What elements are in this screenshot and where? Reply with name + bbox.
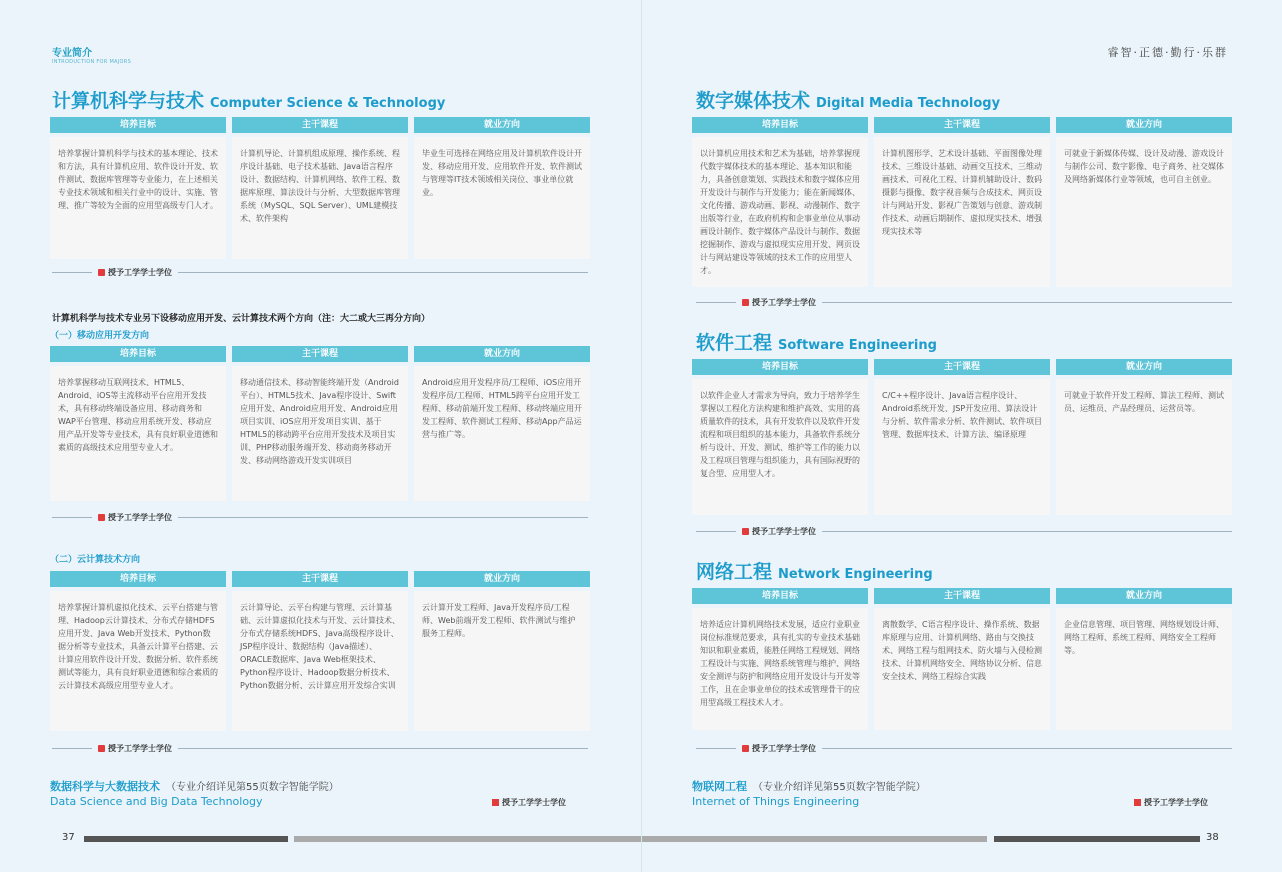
dmt-title-cn: 数字媒体技术	[696, 90, 811, 112]
ne-course-text: 离散数学、C语言程序设计、操作系统、数据库原理与应用、计算机网络、路由与交换技术、网络工程与组网技术、防火墙与入侵检测技术、计算机网络安全、网络协议分析、信息安全技术、网络工程综合实践	[874, 608, 1050, 730]
cloud-goal-head: 培养目标	[50, 571, 226, 587]
se-career-head: 就业方向	[1056, 359, 1232, 375]
se-goal-head: 培养目标	[692, 359, 868, 375]
cs-course-column	[232, 117, 408, 259]
cloud-goal-column	[50, 571, 226, 731]
mobile-career-column	[414, 346, 590, 501]
mobile-goal-text: 培养掌握移动互联网技术、HTML5、Android、iOS等主流移动平台应用开发技术，具有移动终端设备应用、移动商务和WAP平台管理、移动应用系统开发、移动应用产品开发等专业技术，具有良好职业道德和素质的高级技术应用型专业人才。	[50, 366, 226, 501]
ne-career-column	[1056, 588, 1232, 730]
dmt-title	[696, 86, 1000, 113]
ds-degree-badge: 授予工学学士学位	[492, 797, 566, 808]
ds-ref: （专业介绍详见第55页数字智能学院）	[166, 782, 339, 793]
se-course-column	[874, 359, 1050, 515]
cs-degree-badge: 授予工学学士学位	[92, 267, 178, 278]
degree-mark-icon	[492, 799, 499, 806]
ne-career-text: 企业信息管理、项目管理、网络规划设计师、网络工程师、系统工程师、网络安全工程师等。	[1056, 608, 1232, 730]
ds-title-en: Data Science and Big Data Technology	[50, 795, 263, 808]
se-goal-text: 以软件企业人才需求为导向，致力于培养学生掌握以工程化方法构建和维护高效、实用的高质量软件的技术，具有开发软件以及软件开发流程和项目组织的基本能力，具备软件系统分析与设计、开发、测试、维护等工作的能力以及工程项目管理与组织能力，具有国际视野的复合型、应用型人才。	[692, 379, 868, 515]
cs-title-en: Computer Science & Technology	[210, 96, 446, 111]
degree-mark-icon	[1134, 799, 1141, 806]
cloud-table	[50, 571, 590, 731]
cloud-degree-badge: 授予工学学士学位	[92, 743, 178, 754]
se-table	[692, 359, 1232, 515]
cloud-course-head: 主干课程	[232, 571, 408, 587]
ne-goal-text: 培养适应计算机网络技术发展，适应行业职业岗位标准规范要求，具有扎实的专业技术基础知识和职业素质，能胜任网络工程规划、网络工程设计与实施、网络系统管理与维护、网络安全测评与防护和网络应用开发设计与开发等工作，且在企事业单位的技术或管理骨干的应用型高级工程技术人才。	[692, 608, 868, 730]
cs-course-text: 计算机导论、计算机组成原理、操作系统、程序设计基础、电子技术基础、Java语言程序设计、数据结构、计算机网络、软件工程、数据库原理、算法设计与分析、大型数据库管理系统（MySQL、SQL Server）、UML建模技术、软件架构	[232, 137, 408, 259]
ds-title-cn: 数据科学与大数据技术	[50, 780, 160, 793]
iot-footer-title	[692, 778, 926, 794]
ne-career-head: 就业方向	[1056, 588, 1232, 604]
se-career-column	[1056, 359, 1232, 515]
se-goal-column	[692, 359, 868, 515]
se-degree-divider	[696, 525, 1232, 537]
se-course-head: 主干课程	[874, 359, 1050, 375]
degree-mark-icon	[98, 514, 105, 521]
cloud-career-text: 云计算开发工程师、Java开发程序员/工程师、Web前端开发工程师、软件测试与维护服务工程师。	[414, 591, 590, 731]
iot-degree-badge: 授予工学学士学位	[1134, 797, 1208, 808]
page-bar-light-left	[294, 836, 641, 842]
cs-goal-head: 培养目标	[50, 117, 226, 133]
ne-course-column	[874, 588, 1050, 730]
ne-degree-badge: 授予工学学士学位	[736, 743, 822, 754]
mobile-goal-head: 培养目标	[50, 346, 226, 362]
ne-table	[692, 588, 1232, 730]
cs-goal-text: 培养掌握计算机科学与技术的基本理论、技术和方法，具有计算机应用、软件设计开发、软件测试、数据库管理等专业能力，在上述相关专业技术领域和相关行业中的设计、实施、管理、推广等较为全面的应用型高级专门人才。	[50, 137, 226, 259]
degree-mark-icon	[742, 745, 749, 752]
iot-ref: （专业介绍详见第55页数字智能学院）	[753, 782, 926, 793]
dmt-table	[692, 117, 1232, 287]
dmt-course-text: 计算机图形学、艺术设计基础、平面图像处理技术、三维设计基础、动画交互技术、三维动画技术、可视化工程、计算机辅助设计、数码摄影与摄像、数字视音频与合成技术、网页设计与网站开发、影视广告策划与创意、游戏制作技术、动画后期制作、虚拟现实技术、增强现实技术等	[874, 137, 1050, 287]
dmt-title-en: Digital Media Technology	[816, 96, 1001, 111]
mobile-course-head: 主干课程	[232, 346, 408, 362]
cloud-course-text: 云计算导论、云平台构建与管理、云计算基础、云计算虚拟化技术与开发、云计算技术、分布式存储系统HDFS、Java高级程序设计、JSP程序设计、数据结构（Java描述）、ORACLE数据库、Java Web框架技术、Python程序设计、Hadoop数据分析技术、Python数据分析、云计算应用开发综合实训	[232, 591, 408, 731]
iot-title-en: Internet of Things Engineering	[692, 795, 860, 808]
direction-note: 计算机科学与技术专业另下设移动应用开发、云计算技术两个方向（注：大二或大三再分方向）	[52, 314, 431, 324]
page-number-left: 37	[62, 832, 75, 843]
ds-footer-title	[50, 778, 339, 794]
dmt-career-column	[1056, 117, 1232, 287]
cloud-career-column	[414, 571, 590, 731]
right-page	[641, 0, 1282, 872]
mobile-course-column	[232, 346, 408, 501]
ne-degree-divider	[696, 742, 1232, 754]
header-logo	[52, 44, 131, 65]
page-bar-dark-right	[994, 836, 1200, 842]
ne-goal-column	[692, 588, 868, 730]
mobile-table	[50, 346, 590, 501]
cs-table	[50, 117, 590, 259]
iot-title-cn: 物联网工程	[692, 780, 747, 793]
dmt-course-head: 主干课程	[874, 117, 1050, 133]
se-title	[696, 328, 937, 355]
se-title-en: Software Engineering	[778, 338, 937, 353]
dmt-goal-column	[692, 117, 868, 287]
ne-course-head: 主干课程	[874, 588, 1050, 604]
header-logo-subtitle: INTRODUCTION FOR MAJORS	[52, 59, 132, 65]
mobile-degree-badge: 授予工学学士学位	[92, 512, 178, 523]
cloud-degree-divider	[52, 742, 588, 754]
cs-goal-column	[50, 117, 226, 259]
mobile-course-text: 移动通信技术、移动智能终端开发（Android平台）、HTML5技术、Java程序设计、Swift应用开发、Android应用开发、Android应用项目实训、iOS应用开发项目实训、基于HTML5的移动跨平台应用开发技术及项目实训、PHP移动服务端开发、移动商务移动开发、移动网络游戏开发实训项目	[232, 366, 408, 501]
ne-title-cn: 网络工程	[696, 561, 773, 583]
se-course-text: C/C++程序设计、Java语言程序设计、Android系统开发、JSP开发应用、算法设计与分析、软件需求分析、软件测试、软件项目管理、数据库技术、计算方法、编译原理	[874, 379, 1050, 515]
cloud-subhead: （二）云计算技术方向	[50, 555, 141, 565]
mobile-subhead: （一）移动应用开发方向	[50, 331, 150, 341]
page-bar-dark-left	[84, 836, 288, 842]
cs-career-head: 就业方向	[414, 117, 590, 133]
ne-goal-head: 培养目标	[692, 588, 868, 604]
cs-career-text: 毕业生可选择在网络应用及计算机软件设计开发、移动应用开发、应用软件开发、软件测试与管理等IT技术领域相关岗位、事业单位就业。	[414, 137, 590, 259]
dmt-degree-badge: 授予工学学士学位	[736, 297, 822, 308]
dmt-course-column	[874, 117, 1050, 287]
dmt-career-text: 可就业于新媒体传媒、设计及动漫、游戏设计与制作公司、数字影像、电子商务、社交媒体及网络新媒体行业等领域，也可自主创业。	[1056, 137, 1232, 287]
page-bar-light-right	[642, 836, 987, 842]
dmt-degree-divider	[696, 296, 1232, 308]
mobile-goal-column	[50, 346, 226, 501]
ne-title-en: Network Engineering	[778, 567, 933, 582]
degree-mark-icon	[742, 528, 749, 535]
mobile-career-head: 就业方向	[414, 346, 590, 362]
mobile-degree-divider	[52, 511, 588, 523]
dmt-goal-text: 以计算机应用技术和艺术为基础，培养掌握现代数字媒体技术的基本理论、基本知识和能力，具备创意策划、实践技术和数字媒体应用开发设计与制作与开发能力；能在新闻媒体、文化传播、游戏动画、影视、动漫制作、数字出版等行业，在政府机构和企事业单位从事动画设计制作、数字媒体产品设计与制作、数据挖掘制作、游戏与虚拟现实应用开发、网页设计与网站建设等领域的技术工作的应用型人才。	[692, 137, 868, 287]
se-career-text: 可就业于软件开发工程师、算法工程师、测试员、运维员、产品经理员、运营员等。	[1056, 379, 1232, 515]
cs-degree-divider	[52, 266, 588, 278]
ne-title	[696, 557, 933, 584]
dmt-career-head: 就业方向	[1056, 117, 1232, 133]
cloud-course-column	[232, 571, 408, 731]
cs-course-head: 主干课程	[232, 117, 408, 133]
header-logo-text: 专业简介	[52, 48, 92, 59]
cs-career-column	[414, 117, 590, 259]
cloud-goal-text: 培养掌握计算机虚拟化技术、云平台搭建与管理、Hadoop云计算技术、分布式存储HDFS应用开发、Java Web开发技术、Python数据分析等专业技术，具备云计算平台搭建、云计算应用软件设计开发、数据分析、软件系统测试等能力，具有良好职业道德和综合素质的云计算技术高级应用型专业人才。	[50, 591, 226, 731]
se-degree-badge: 授予工学学士学位	[736, 526, 822, 537]
degree-mark-icon	[742, 299, 749, 306]
degree-mark-icon	[98, 745, 105, 752]
header-motto: 睿智·正德·勤行·乐群	[1107, 46, 1228, 59]
cs-title	[52, 86, 445, 113]
se-title-cn: 软件工程	[696, 332, 773, 354]
degree-mark-icon	[98, 269, 105, 276]
dmt-goal-head: 培养目标	[692, 117, 868, 133]
page-number-right: 38	[1206, 832, 1219, 843]
cloud-career-head: 就业方向	[414, 571, 590, 587]
cs-title-cn: 计算机科学与技术	[52, 90, 205, 112]
mobile-career-text: Android应用开发程序员/工程师、iOS应用开发程序员/工程师、HTML5跨平台应用开发工程师、移动前端开发工程师、移动终端应用开发工程师、软件测试工程师、移动App产品运营与推广等。	[414, 366, 590, 501]
